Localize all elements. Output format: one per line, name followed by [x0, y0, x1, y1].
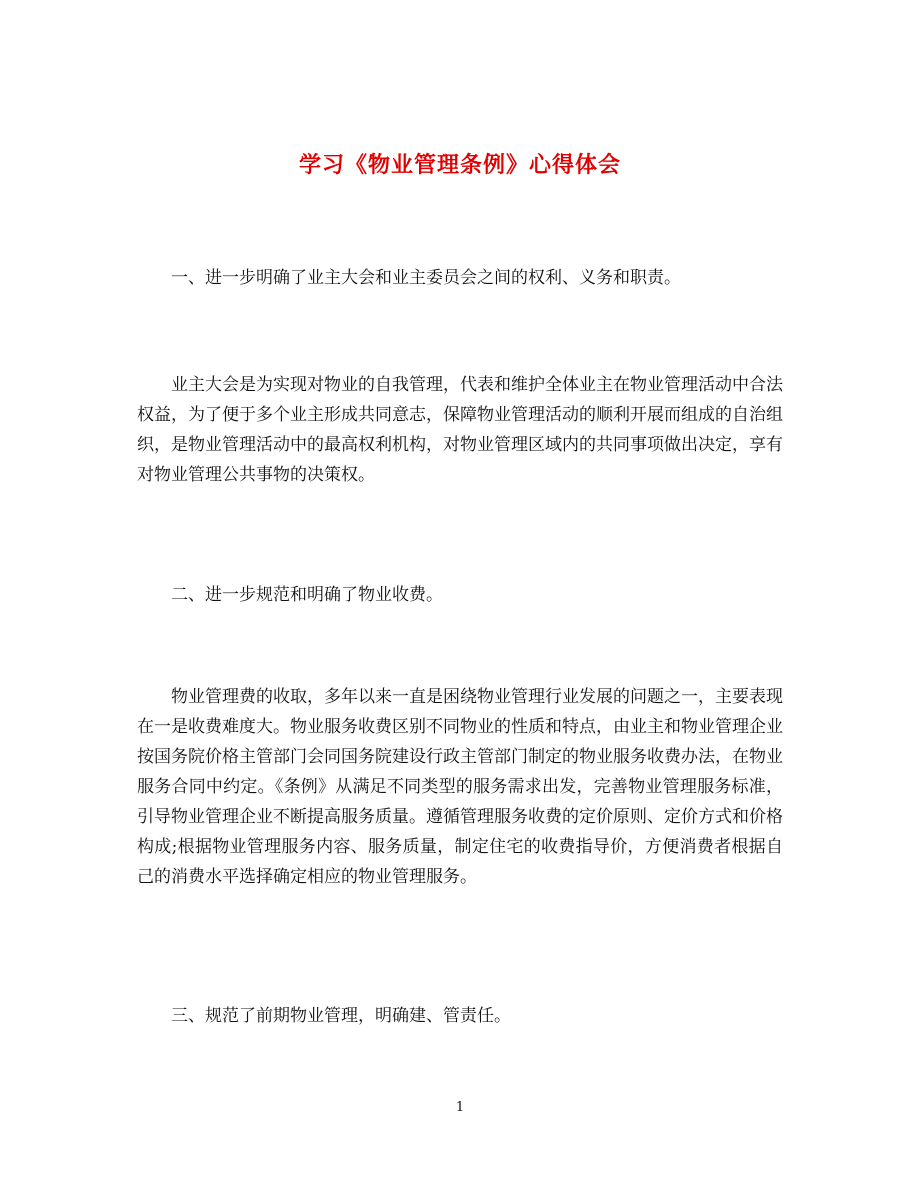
section-2-body: 物业管理费的收取，多年以来一直是困绕物业管理行业发展的问题之一，主要表现在一是收费难度大。物业服务收费区别不同物业的性质和特点，由业主和物业管理企业按国务院价格主管部门会同国务院建设行政主管部门制定的物业服务收费办法，在物业服务合同中约定。《条例》从满足不同类型的服务需求出发，完善物业管理服务标准，引导物业管理企业不断提高服务质量。遵循管理服务收费的定价原则、定价方式和价格构成;根据物业管理服务内容、服务质量，制定住宅的收费指导价，方便消费者根据自己的消费水平选择确定相应的物业管理服务。: [137, 687, 783, 887]
section-2-heading: 二、进一步规范和明确了物业收费。: [171, 585, 443, 605]
document-title: 学习《物业管理条例》心得体会: [298, 152, 621, 178]
section-3-heading: 三、规范了前期物业管理，明确建、管责任。: [171, 1006, 511, 1026]
page-number: 1: [455, 1100, 465, 1115]
section-1-heading: 一、进一步明确了业主大会和业主委员会之间的权利、义务和职责。: [171, 268, 681, 288]
section-1-body: 业主大会是为实现对物业的自我管理，代表和维护全体业主在物业管理活动中合法权益，为了便于多个业主形成共同意志，保障物业管理活动的顺利开展而组成的自治组织，是物业管理活动中的最高权利机构，对物业管理区域内的共同事项做出决定，享有对物业管理公共事物的决策权。: [137, 375, 783, 485]
